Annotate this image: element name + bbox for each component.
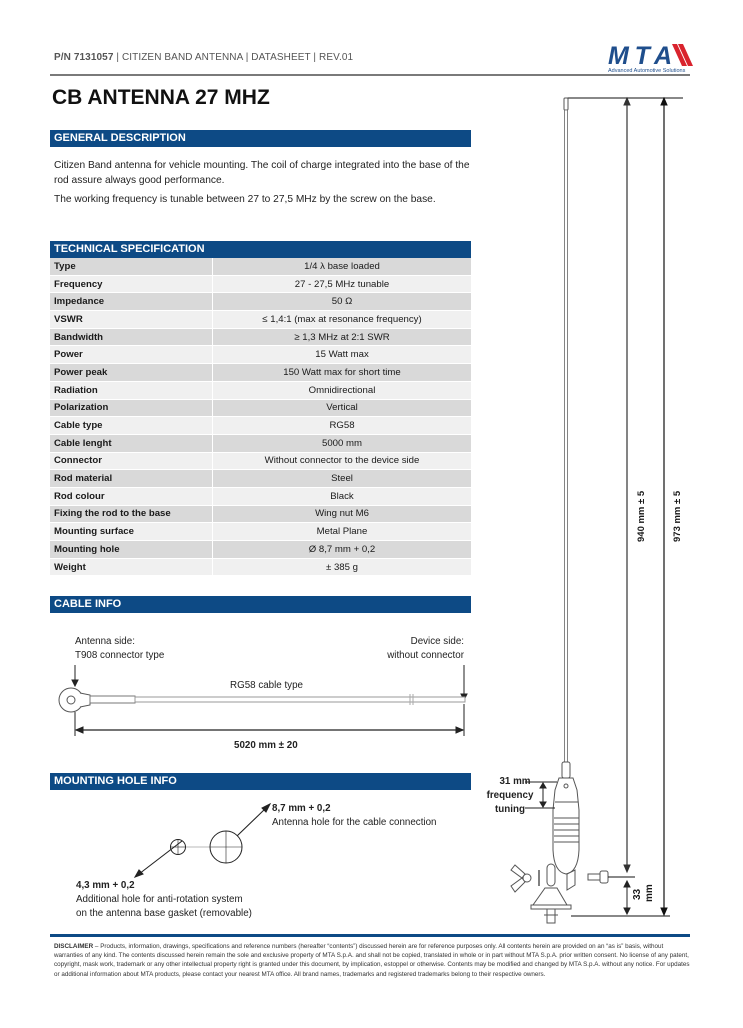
- tuning-dimension: [540, 783, 546, 807]
- spec-key: Impedance: [50, 293, 213, 311]
- arrow-icon: [135, 841, 182, 877]
- spec-row: [50, 311, 471, 329]
- t908-connector-icon: [59, 688, 90, 712]
- main-hole-size: 8,7 mm + 0,2: [272, 803, 331, 814]
- aux-hole-description: on the antenna base gasket (removable): [76, 908, 252, 919]
- section-heading-general-description: GENERAL DESCRIPTION: [50, 130, 471, 147]
- spec-value: Ø 8,7 mm + 0,2: [213, 541, 472, 559]
- arrow-icon: [461, 665, 467, 700]
- spec-value: 50 Ω: [213, 293, 472, 311]
- arrow-icon: [237, 804, 270, 836]
- tuning-length: 31 mm: [499, 776, 531, 787]
- spec-key: Frequency: [50, 275, 213, 293]
- spec-value: ≤ 1,4:1 (max at resonance frequency): [213, 311, 472, 329]
- spec-value: Metal Plane: [213, 523, 472, 541]
- device-side-label: Device side:: [410, 636, 464, 647]
- spec-table: [50, 258, 471, 576]
- aux-hole-icon: [171, 840, 186, 855]
- antenna-side-label: Antenna side:: [75, 636, 135, 647]
- spec-value: Without connector to the device side: [213, 452, 472, 470]
- spec-row: [50, 275, 471, 293]
- spec-key: Fixing the rod to the base: [50, 505, 213, 523]
- aux-hole-description: Additional hole for anti-rotation system: [76, 894, 243, 905]
- rod-length-dimension: [624, 98, 630, 872]
- total-length-label: 973 mm ± 5: [672, 490, 683, 542]
- spec-value: Omnidirectional: [213, 381, 472, 399]
- part-number: P/N 7131057: [54, 52, 114, 63]
- mounting-hole-drawing: [130, 800, 280, 880]
- antenna-side-connector: T908 connector type: [75, 650, 165, 661]
- disclaimer-text: – Products, information, drawings, specifications and reference numbers (hereafter “contents”) discussed herein are for reference purposes only. All contents herein are provided on an “as is” basis, without warranties of any kind. The contents discussed herein remain the sole and exclusive property of MTA S.p.A. and shall not be copied, translated in whole or in part without MTA S.p.A. prior written consent. No license of any patent, copyright, mask work, trademark or any other intellectual property right is granted under this document, by implication, estoppel or otherwise. Contents may be modified and changed by MTA S.p.A. without any notice. For updates or additional information about MTA products, please contact your nearest MTA office. All brand names, trademarks and registered trademarks belong to their respective owners.: [54, 943, 690, 978]
- spec-key: Rod material: [50, 470, 213, 488]
- spec-value: Black: [213, 487, 472, 505]
- logo-tagline: Advanced Automotive Solutions: [608, 68, 686, 74]
- disclaimer-label: DISCLAIMER: [54, 943, 94, 950]
- spec-key: Power: [50, 346, 213, 364]
- spec-row: [50, 434, 471, 452]
- base-height-unit: mm: [644, 884, 655, 902]
- spec-row: [50, 505, 471, 523]
- cable-body: [135, 697, 465, 702]
- spec-value: Steel: [213, 470, 472, 488]
- spec-row: [50, 399, 471, 417]
- spec-key: Cable type: [50, 417, 213, 435]
- description-paragraph: The working frequency is tunable between 27 to 27,5 MHz by the screw on the base.: [54, 194, 436, 205]
- spec-key: Power peak: [50, 364, 213, 382]
- spec-row: [50, 417, 471, 435]
- tuning-label: tuning: [495, 804, 525, 815]
- spec-row: [50, 523, 471, 541]
- spec-key: Polarization: [50, 399, 213, 417]
- spec-key: Bandwidth: [50, 328, 213, 346]
- spec-row: [50, 364, 471, 382]
- arrow-icon: [72, 665, 78, 686]
- spec-value: 27 - 27,5 MHz tunable: [213, 275, 472, 293]
- cable-sleeve: [90, 696, 135, 703]
- spec-row: [50, 470, 471, 488]
- base-height-dimension: [624, 881, 630, 914]
- spec-key: Cable lenght: [50, 434, 213, 452]
- disclaimer: [54, 942, 694, 979]
- spec-value: RG58: [213, 417, 472, 435]
- spec-row: [50, 452, 471, 470]
- section-heading-cable-info: CABLE INFO: [50, 596, 471, 613]
- aux-hole-size: 4,3 mm + 0,2: [76, 880, 135, 891]
- base-height-value: 33: [632, 888, 643, 900]
- rod-length-label: 940 mm ± 5: [636, 490, 647, 542]
- spec-value: 1/4 λ base loaded: [213, 258, 472, 275]
- spec-key: Mounting hole: [50, 541, 213, 559]
- spec-row: [50, 346, 471, 364]
- rod-tip: [564, 98, 568, 110]
- spec-key: Mounting surface: [50, 523, 213, 541]
- description-paragraph: Citizen Band antenna for vehicle mounting. The coil of charge integrated into the base of the rod assure always good performance.: [54, 160, 470, 186]
- header-divider: [50, 74, 690, 76]
- spec-key: Type: [50, 258, 213, 275]
- cable-type-label: RG58 cable type: [230, 680, 303, 691]
- section-heading-mounting-hole-info: MOUNTING HOLE INFO: [50, 773, 471, 790]
- spec-key: Weight: [50, 558, 213, 576]
- cable-length-label: 5020 mm ± 20: [234, 740, 298, 751]
- spec-key: Rod colour: [50, 487, 213, 505]
- device-side-connector: without connector: [387, 650, 464, 661]
- footer-divider: [50, 934, 690, 937]
- spec-value: 150 Watt max for short time: [213, 364, 472, 382]
- main-hole-description: Antenna hole for the cable connection: [272, 817, 437, 828]
- spec-row: [50, 487, 471, 505]
- spec-value: Wing nut M6: [213, 505, 472, 523]
- spec-value: ± 385 g: [213, 558, 472, 576]
- spec-value: Vertical: [213, 399, 472, 417]
- cable-drawing: [40, 660, 480, 740]
- document-header: [54, 52, 353, 63]
- header-breadcrumb: | CITIZEN BAND ANTENNA | DATASHEET | REV.01: [113, 52, 354, 63]
- wing-nut-icon: [511, 865, 531, 892]
- spec-row: [50, 558, 471, 576]
- spec-key: Radiation: [50, 381, 213, 399]
- tuning-label: frequency: [486, 790, 534, 801]
- spec-key: VSWR: [50, 311, 213, 329]
- spec-value: 5000 mm: [213, 434, 472, 452]
- spec-value: ≥ 1,3 MHz at 2:1 SWR: [213, 328, 472, 346]
- total-length-dimension: [661, 98, 667, 915]
- spec-key: Connector: [50, 452, 213, 470]
- dimension-line: [76, 727, 463, 733]
- spec-row: [50, 541, 471, 559]
- spec-value: 15 Watt max: [213, 346, 472, 364]
- tuning-screw-icon: [588, 871, 608, 883]
- spec-row: [50, 258, 471, 275]
- antenna-base: [553, 762, 579, 890]
- spec-row: [50, 293, 471, 311]
- logo-text: MTA: [608, 42, 672, 70]
- spec-row: [50, 381, 471, 399]
- spec-row: [50, 328, 471, 346]
- antenna-rod: [565, 110, 568, 770]
- page-title: CB ANTENNA 27 MHZ: [52, 86, 270, 109]
- section-heading-technical-specification: TECHNICAL SPECIFICATION: [50, 241, 471, 258]
